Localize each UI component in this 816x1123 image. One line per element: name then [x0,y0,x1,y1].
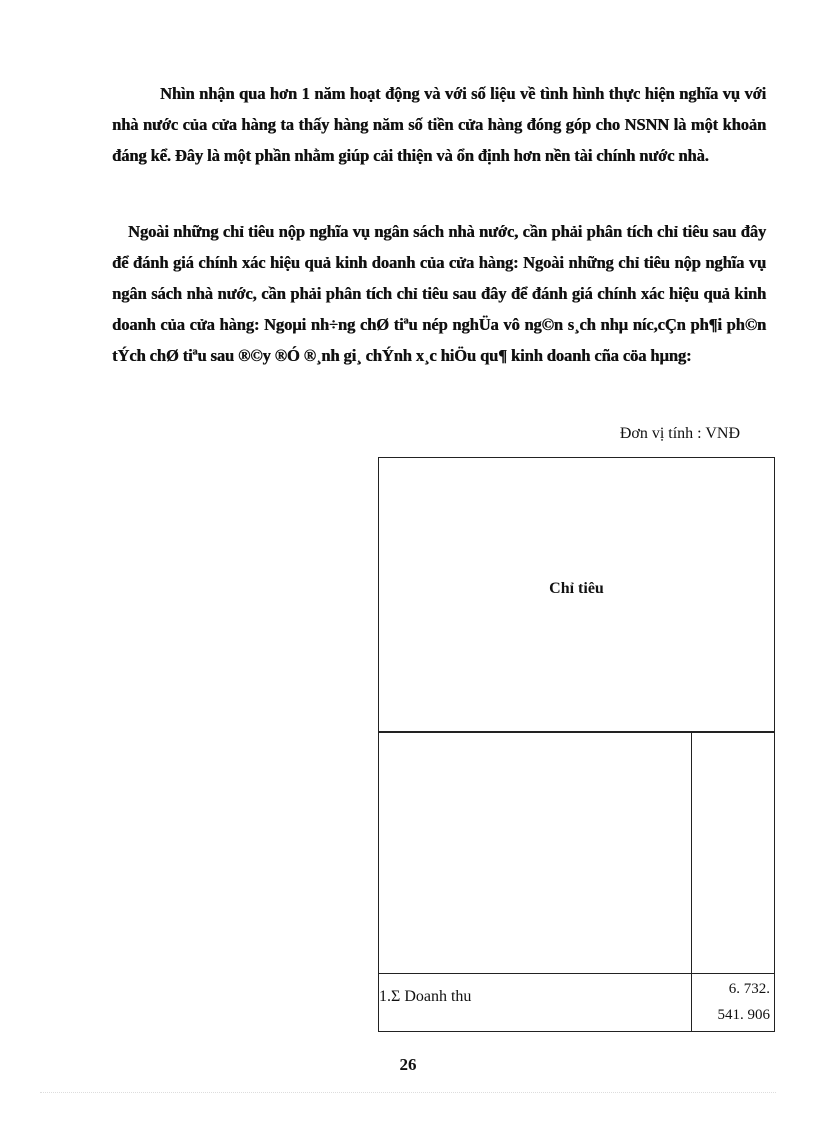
page-bottom-divider [40,1092,776,1093]
row-divider [379,973,774,974]
body-paragraph-2: Ngoài những chỉ tiêu nộp nghĩa vụ ngân sách nhà nước, cần phải phân tích chỉ tiêu sau đây để đánh giá chính xác hiệu quả kinh doanh của cửa hàng: Ngoài những chỉ tiêu nộp nghĩa vụ ngân sách nhà nước, cần phải phân tích chỉ tiêu sau đây để đánh giá chính xác hiệu quả kinh doanh của cửa hàng: Ngoµi nh÷ng chØ tiªu nép nghÜa vô ng©n s¸ch nhµ níc,cÇn ph¶i ph©n tÝch chØ tiªu sau ®©y ®Ó ®¸nh gi¸ chÝnh x¸c hiÖu qu¶ kinh doanh cña cöa hµng: [112,222,766,365]
indicator-table [378,457,775,1032]
unit-label: Đơn vị tính : VNĐ [619,425,740,442]
table-header-label: Chỉ tiêu [549,580,604,597]
body-paragraph-1: Nhìn nhận qua hơn 1 năm hoạt động và với số liệu về tình hình thực hiện nghĩa vụ với nhà nước của cửa hàng ta thấy hàng năm số tiền cửa hàng đóng góp cho NSNN là một khoản đáng kể. Đây là một phần nhằm giúp cải thiện và ổn định hơn nền tài chính nước nhà. [112,84,766,165]
table-row-value-line-1: 6. 732. [728,981,770,997]
table-header [379,458,774,733]
table-row-value-line-2: 541. 906 [717,1007,770,1023]
table-row-label: 1.Σ Doanh thu [379,988,472,1005]
page-number: 26 [399,1055,417,1074]
table-row-value [693,976,776,1028]
column-divider [691,733,692,1031]
